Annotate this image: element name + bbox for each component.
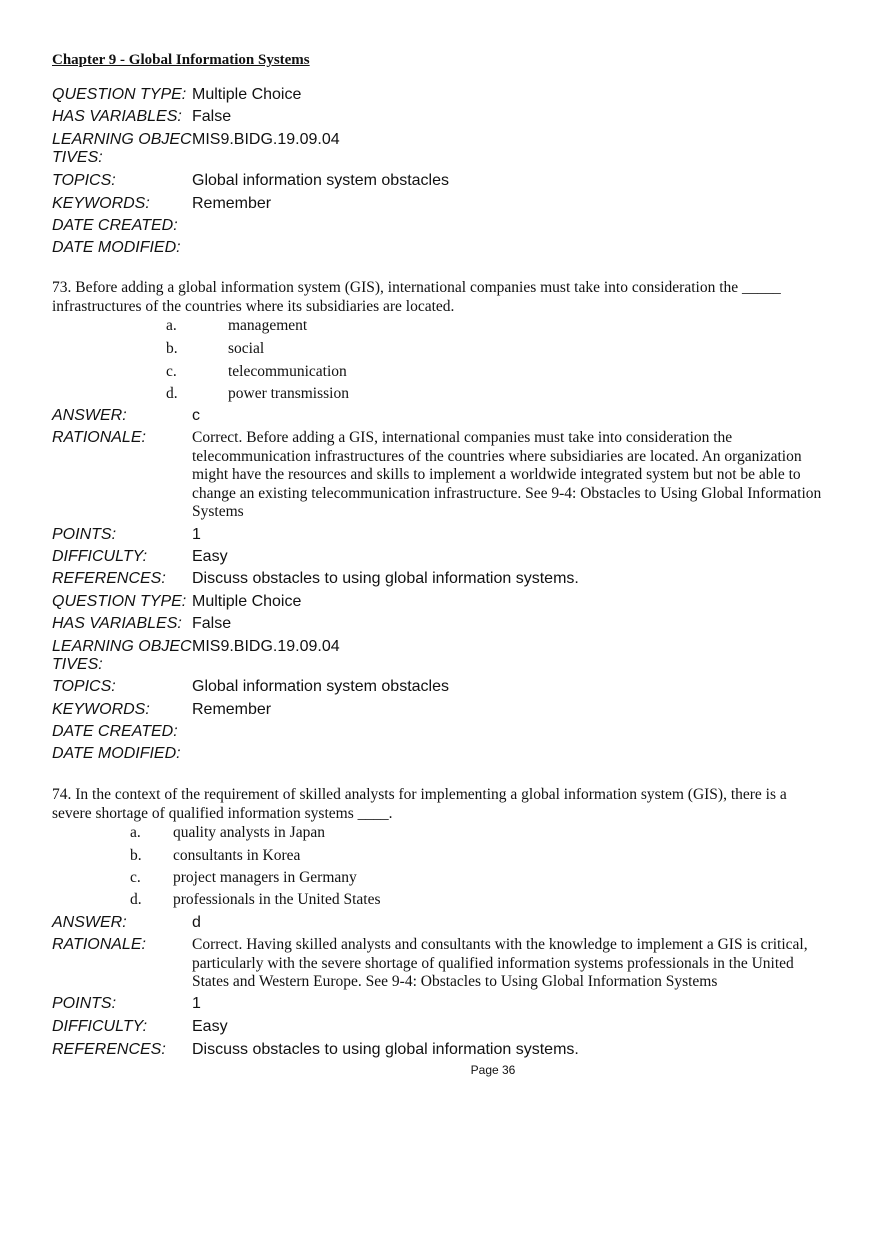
q74-references-row [52,1041,832,1063]
label-date-created: DATE CREATED: [52,723,178,740]
q73-option-letter: d. [166,385,178,402]
value-question-type: Multiple Choice [192,86,302,103]
q74-points-value: 1 [192,995,201,1012]
q73-question-type-value: Multiple Choice [192,593,302,610]
q73-option-letter: c. [166,363,177,380]
label-has-variables: HAS VARIABLES: [52,615,182,632]
meta-row-question-type [52,86,832,108]
q74-answer-row [52,914,832,936]
q73-question-type-row [52,593,832,615]
question-74-text: 74. In the context of the requirement of skilled analysts for implementing a global information system (GIS), there is a severe shortage of qualified information systems ____. [52,786,787,822]
q74-points-row [52,995,832,1017]
label-learning-objectives: LEARNING OBJECTIVES: [52,131,192,166]
q73-keywords-row [52,701,832,723]
q73-difficulty-value: Easy [192,548,228,565]
meta-row-date-created [52,217,832,239]
label-rationale: RATIONALE: [52,429,146,446]
q73-points-row [52,526,832,548]
q73-references-value: Discuss obstacles to using global information systems. [192,570,579,587]
q73-points-value: 1 [192,526,201,543]
q73-option-letter: b. [166,340,178,357]
q74-option-text: project managers in Germany [173,869,357,886]
q73-date-modified-row [52,745,832,767]
value-has-variables: False [192,108,232,125]
label-question-type: QUESTION TYPE: [52,593,187,610]
label-answer: ANSWER: [52,407,127,424]
q73-option-letter: a. [166,317,177,334]
q73-difficulty-row [52,548,832,570]
q73-answer-value: c [192,407,200,424]
q73-has-variables-value: False [192,615,232,632]
q74-option-letter: a. [130,824,141,841]
label-date-modified: DATE MODIFIED: [52,239,181,256]
label-keywords: KEYWORDS: [52,195,150,212]
q73-rationale-text: Correct. Before adding a GIS, international companies must take into consideration the telecommunication infrastructures of the countries where subsidiaries are located. An organization might have the resources and skills to implement a worldwide integrated system but not be able to change an existing telecommunication infrastructure. See 9-4: Obstacles to Using Global Information Systems [192,429,822,520]
label-question-type: QUESTION TYPE: [52,86,187,103]
q73-references-row [52,570,832,592]
q73-date-created-row [52,723,832,745]
page-number: Page 36 [470,1063,516,1077]
meta-row-learning-objectives [52,131,832,171]
question-73-text: 73. Before adding a global information system (GIS), international companies must take into consideration the _____ infrastructures of the countries where its subsidiaries are located. [52,279,781,315]
q73-learning-objectives-value: MIS9.BIDG.19.09.04 [192,638,340,655]
q74-option-letter: b. [130,847,142,864]
q74-difficulty-row [52,1018,832,1040]
q74-rationale-text: Correct. Having skilled analysts and consultants with the knowledge to implement a GIS is critical, particularly with the severe shortage of qualified information systems professionals in the United States and Western Europe. See 9-4: Obstacles to Using Global Information Systems [192,936,808,990]
q73-topics-value: Global information system obstacles [192,678,449,695]
q73-option-text: power transmission [228,385,349,402]
label-answer: ANSWER: [52,914,127,931]
q74-option-text: quality analysts in Japan [173,824,325,841]
label-points: POINTS: [52,526,117,543]
meta-row-topics [52,172,832,194]
q74-option-text: professionals in the United States [173,891,381,908]
q73-has-variables-row [52,615,832,637]
value-keywords: Remember [192,195,272,212]
q74-difficulty-value: Easy [192,1018,228,1035]
q73-option-text: management [228,317,308,334]
q73-keywords-value: Remember [192,701,272,718]
q73-option-text: social [228,340,265,357]
label-difficulty: DIFFICULTY: [52,1018,148,1035]
label-points: POINTS: [52,995,117,1012]
label-keywords: KEYWORDS: [52,701,150,718]
chapter-title: Chapter 9 - Global Information Systems [52,52,310,68]
label-difficulty: DIFFICULTY: [52,548,148,565]
label-references: REFERENCES: [52,1041,166,1058]
label-references: REFERENCES: [52,570,166,587]
page-footer [0,1063,880,1077]
meta-row-keywords [52,195,832,217]
label-learning-objectives: LEARNING OBJECTIVES: [52,638,192,673]
q73-learning-objectives-row [52,638,832,678]
q74-references-value: Discuss obstacles to using global information systems. [192,1041,579,1058]
value-topics: Global information system obstacles [192,172,449,189]
q74-option-letter: c. [130,869,141,886]
q74-answer-value: d [192,914,201,931]
meta-row-date-modified [52,239,832,261]
q74-option-letter: d. [130,891,142,908]
q73-answer-row [52,407,832,429]
label-topics: TOPICS: [52,678,116,695]
q73-topics-row [52,678,832,700]
label-date-modified: DATE MODIFIED: [52,745,181,762]
q74-option-text: consultants in Korea [173,847,301,864]
label-rationale: RATIONALE: [52,936,146,953]
value-learning-objectives: MIS9.BIDG.19.09.04 [192,131,340,148]
label-has-variables: HAS VARIABLES: [52,108,182,125]
q73-option-text: telecommunication [228,363,347,380]
meta-row-has-variables [52,108,832,130]
label-date-created: DATE CREATED: [52,217,178,234]
label-topics: TOPICS: [52,172,116,189]
